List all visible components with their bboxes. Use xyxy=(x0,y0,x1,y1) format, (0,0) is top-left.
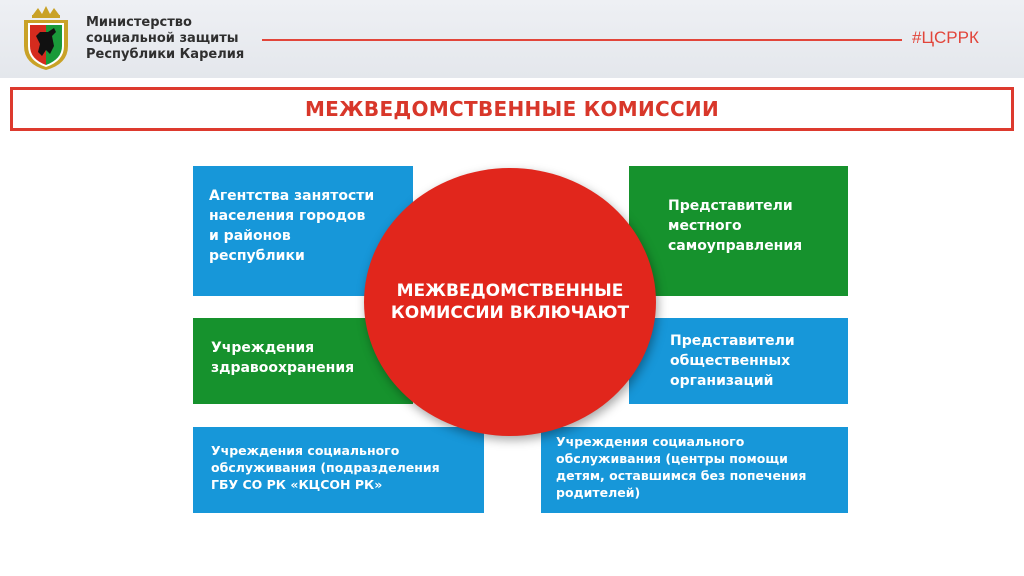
box-line: общественных xyxy=(670,353,791,369)
box-line: населения городов xyxy=(209,208,366,224)
box-line: Представители xyxy=(670,333,795,349)
box-line: республики xyxy=(209,248,305,264)
box-line: Представители xyxy=(668,198,793,214)
box-line: Агентства занятости xyxy=(209,188,375,204)
karelia-coat-of-arms-icon xyxy=(18,6,74,72)
center-line-2: КОМИССИИ ВКЛЮЧАЮТ xyxy=(390,303,630,323)
box-line: обслуживания (подразделения xyxy=(211,460,440,475)
header-divider xyxy=(262,39,902,41)
box-social-service-centers xyxy=(541,427,848,513)
box-line: местного xyxy=(668,218,742,234)
box-line: ГБУ СО РК «КЦСОН РК» xyxy=(211,477,383,492)
ministry-name xyxy=(86,15,266,63)
ministry-line-2: социальной защиты xyxy=(86,31,239,46)
center-line-1: МЕЖВЕДОМСТВЕННЫЕ xyxy=(396,281,624,301)
box-line: детям, оставшимся без попечения xyxy=(556,468,807,483)
box-public-organizations xyxy=(629,318,848,404)
box-line: самоуправления xyxy=(668,238,803,254)
box-line: Учреждения xyxy=(211,340,315,356)
box-line: Учреждения социального xyxy=(211,443,400,458)
ministry-line-1: Министерство xyxy=(86,15,192,30)
box-social-service-kcson xyxy=(193,427,484,513)
box-line: здравоохранения xyxy=(211,360,355,376)
box-line: родителей) xyxy=(556,485,641,500)
title-box xyxy=(10,87,1014,131)
box-line: организаций xyxy=(670,373,774,389)
center-circle xyxy=(364,168,656,436)
box-local-government xyxy=(629,166,848,296)
box-line: и районов xyxy=(209,228,291,244)
slide-title: МЕЖВЕДОМСТВЕННЫЕ КОМИССИИ xyxy=(304,97,720,121)
header-bar xyxy=(0,0,1024,78)
hashtag-label: #ЦСРРК xyxy=(912,28,979,47)
ministry-line-3: Республики Карелия xyxy=(86,47,245,62)
box-line: обслуживания (центры помощи xyxy=(556,451,788,466)
box-line: Учреждения социального xyxy=(556,434,745,449)
